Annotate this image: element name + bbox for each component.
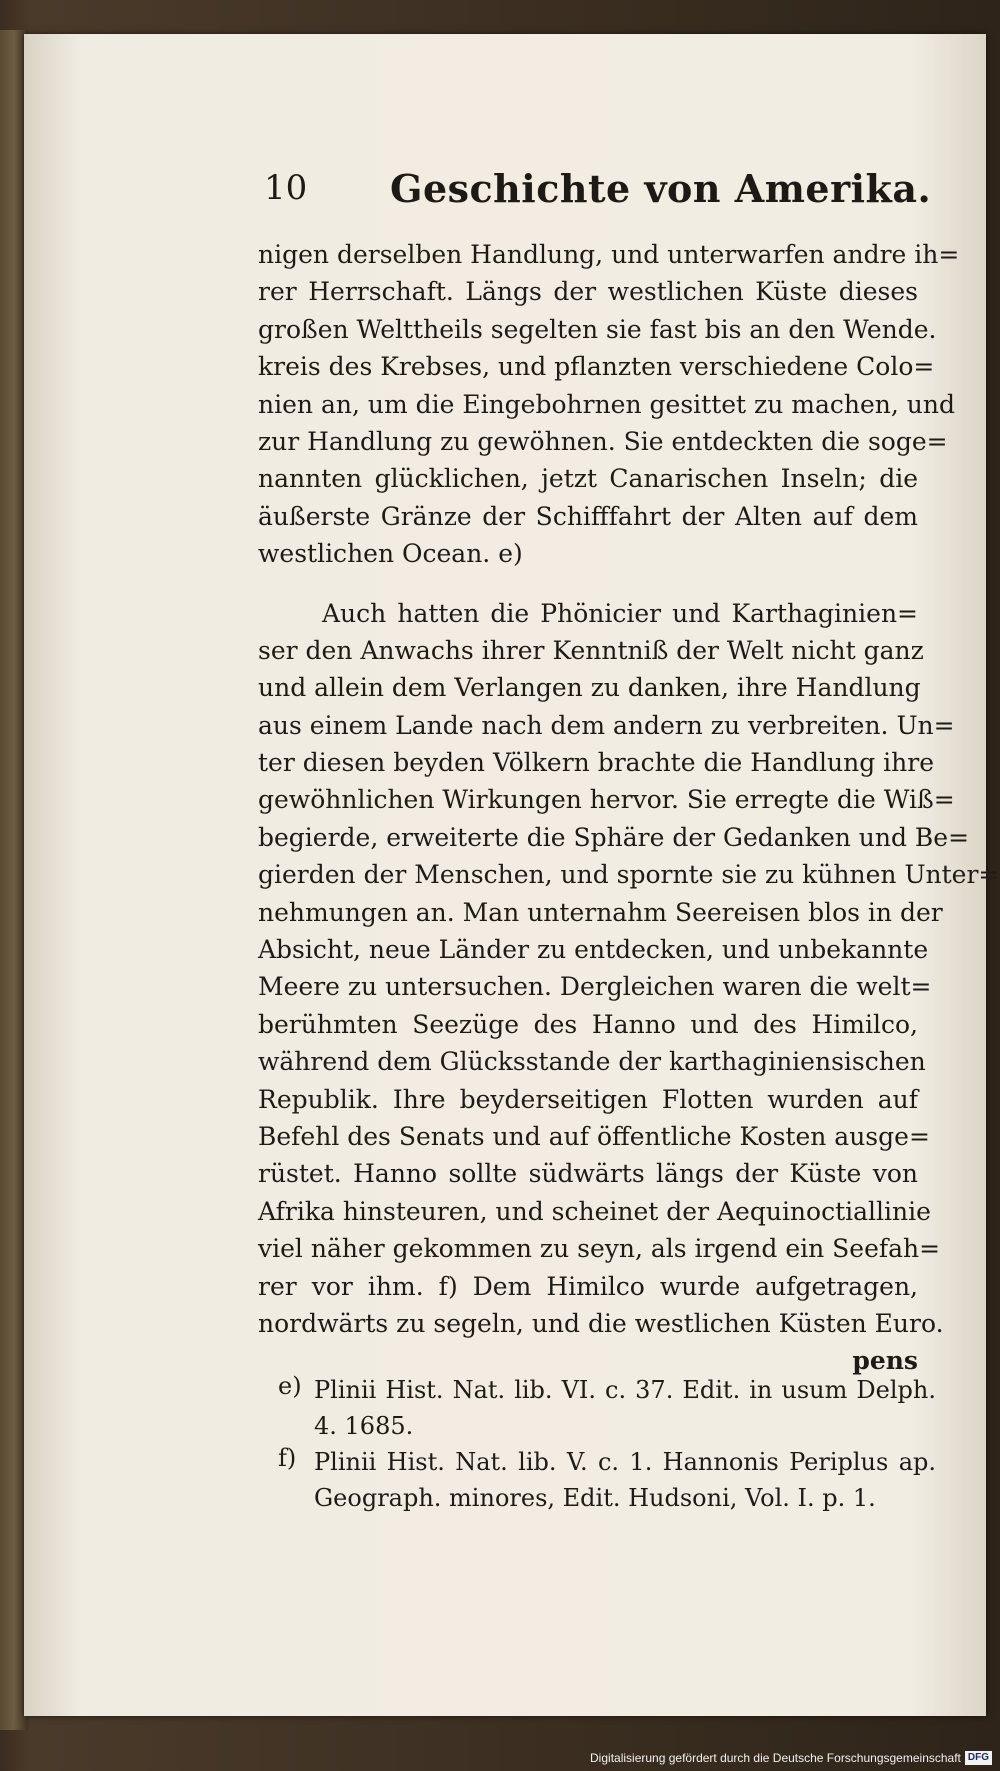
footnote-e — [278, 1372, 936, 1444]
text-line: rer Herrschaft. Längs der westlichen Küste dieses — [258, 277, 918, 307]
catchword: pens — [852, 1346, 918, 1376]
footnote-f — [278, 1444, 936, 1516]
text-line: Afrika hinsteuren, und scheinet der Aequinoctiallinie — [258, 1196, 931, 1226]
text-line: nordwärts zu segeln, und die westlichen Küsten Euro. — [258, 1308, 944, 1338]
text-line: nien an, um die Eingebohrnen gesittet zu machen, und — [258, 389, 955, 419]
footnote-line: Plinii Hist. Nat. lib. VI. c. 37. Edit. in usum Delph. — [314, 1376, 936, 1404]
paragraph-gap — [258, 573, 918, 595]
text-line: Absicht, neue Länder zu entdecken, und unbekannte — [258, 935, 929, 965]
text-line: großen Welttheils segelten sie fast bis an den Wende. — [258, 314, 937, 344]
footnote-line: 4. 1685. — [314, 1412, 414, 1440]
dfg-logo: DFG — [965, 1751, 992, 1765]
text-line: aus einem Lande nach dem andern zu verbreiten. Un= — [258, 710, 955, 740]
text-line: ter diesen beyden Völkern brachte die Handlung ihre — [258, 748, 935, 778]
dfg-footer — [590, 1751, 992, 1765]
footnotes — [278, 1372, 936, 1516]
text-line: und allein dem Verlangen zu danken, ihre Handlung — [258, 673, 921, 703]
body-text — [258, 236, 1000, 1380]
text-line: kreis des Krebses, und pflanzten verschiedene Colo= — [258, 352, 935, 382]
text-line: ser den Anwachs ihrer Kenntniß der Welt nicht ganz — [258, 635, 924, 665]
text-line: berühmten Seezüge des Hanno und des Himilco, — [258, 1009, 918, 1039]
text-line: rüstet. Hanno sollte südwärts längs der Küste von — [258, 1159, 918, 1189]
text-line: Meere zu untersuchen. Dergleichen waren die welt= — [258, 972, 932, 1002]
running-title: Geschichte von Amerika. — [390, 166, 932, 211]
footnote-line: Geograph. minores, Edit. Hudsoni, Vol. I. p. 1. — [314, 1484, 876, 1512]
text-line: westlichen Ocean. e) — [258, 539, 523, 569]
text-line: gierden der Menschen, und spornte sie zu kühnen Unter= — [258, 860, 1000, 890]
text-line: Republik. Ihre beyderseitigen Flotten wurden auf — [258, 1084, 918, 1114]
page-number: 10 — [264, 168, 308, 208]
text-line: begierde, erweiterte die Sphäre der Gedanken und Be= — [258, 822, 970, 852]
text-line: während dem Glücksstande der karthaginiensischen — [258, 1047, 926, 1077]
text-line: nehmungen an. Man unternahm Seereisen blos in der — [258, 897, 943, 927]
text-line: rer vor ihm. f) Dem Himilco wurde aufgetragen, — [258, 1271, 918, 1301]
text-line: nannten glücklichen, jetzt Canarischen Inseln; die — [258, 464, 918, 494]
text-line: Befehl des Senats und auf öffentliche Kosten ausge= — [258, 1121, 930, 1151]
text-line: viel näher gekommen zu seyn, als irgend ein Seefah= — [258, 1234, 941, 1264]
footnote-line: Plinii Hist. Nat. lib. V. c. 1. Hannonis Periplus ap. — [314, 1448, 936, 1476]
page-header — [264, 168, 944, 222]
funding-note: Digitalisierung gefördert durch die Deutsche Forschungsgemeinschaft — [590, 1751, 961, 1765]
text-line: zur Handlung zu gewöhnen. Sie entdeckten die soge= — [258, 426, 948, 456]
text-line: gewöhnlichen Wirkungen hervor. Sie erregte die Wiß= — [258, 785, 955, 815]
text-line: nigen derselben Handlung, und unterwarfen andre ih= — [258, 240, 960, 269]
footnote-mark: e) — [278, 1372, 302, 1400]
text-line: äußerste Gränze der Schifffahrt der Alten auf dem — [258, 501, 918, 531]
footnote-mark: f) — [278, 1444, 297, 1472]
text-line: Auch hatten die Phönicier und Karthaginien= — [322, 598, 918, 628]
